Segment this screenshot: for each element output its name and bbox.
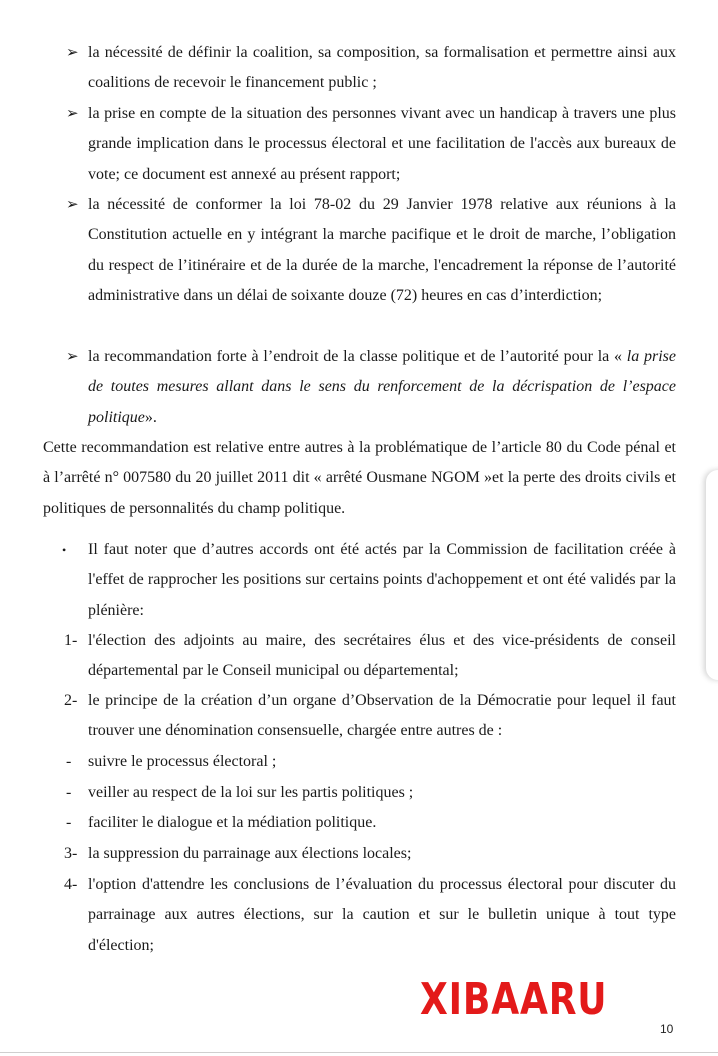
list-item: faciliter le dialogue et la médiation politique. <box>88 814 377 831</box>
list-item: la nécessité de conformer la loi 78-02 du 29 Janvier 1978 relative aux réunions à la Constitution actuelle en y intégrant la marche pacifique et le droit de marche, l’obligation du respect de l’itinéraire et de la durée de la marche, l'encadrement la réponse de l’autorité administrative dans un délai de soixante douze (72) heures en cas d’interdiction; <box>88 196 676 304</box>
brand-watermark: XIBAARU <box>420 974 608 1025</box>
item-text: la recommandation forte à l’endroit de la classe politique et de l’autorité pour la <box>88 348 610 365</box>
arrow-bullet-icon: ➢ <box>66 197 79 213</box>
arrow-bullet-icon: ➢ <box>66 349 79 365</box>
list-item: suivre le processus électoral ; <box>88 753 277 770</box>
list-number: 4- <box>64 876 78 893</box>
side-panel-edge[interactable] <box>706 470 718 680</box>
page-divider <box>0 1052 718 1053</box>
list-item: la suppression du parrainage aux élections locales; <box>88 845 412 862</box>
arrow-bullet-icon: ➢ <box>66 45 79 61</box>
list-item: l'option d'attendre les conclusions de l’évaluation du processus électoral pour discuter du parrainage aux autres élections, sur la caution et sur le bulletin unique à tout type d'élection; <box>88 876 676 954</box>
body-paragraph: Cette recommandation est relative entre autres à la problématique de l’article 80 du Code pénal et à l’arrêté n° 007580 du 20 juillet 2011 dit « arrêté Ousmane NGOM »et la perte des droits civils et politiques de personnalités du champ politique. <box>43 439 676 517</box>
dot-bullet-icon: • <box>62 543 67 557</box>
quoted-recommendation: la prise de toutes mesures allant dans le sens du renforcement de la décrispation de l’espace politique <box>88 348 677 426</box>
dash-bullet-icon: - <box>66 784 72 801</box>
list-item: Il faut noter que d’autres accords ont été actés par la Commission de facilitation créée à l'effet de rapprocher les positions sur certains points d'achoppement et ont été validés par la plénière: <box>88 541 676 619</box>
list-item: le principe de la création d’un organe d’Observation de la Démocratie pour lequel il faut trouver une dénomination consensuelle, chargée entre autres de : <box>88 692 676 740</box>
dash-bullet-icon: - <box>66 814 72 831</box>
list-item: la prise en compte de la situation des personnes vivant avec un handicap à travers une plus grande implication dans le processus électoral et une facilitation de l'accès aux bureaux de vote; ce document est annexé au présent rapport; <box>88 105 676 183</box>
dash-bullet-icon: - <box>66 753 72 770</box>
list-item: l'élection des adjoints au maire, des secrétaires élus et des vice-présidents de conseil départemental par le Conseil municipal ou départemental; <box>88 632 676 680</box>
list-number: 2- <box>64 692 78 709</box>
arrow-bullet-icon: ➢ <box>66 106 79 122</box>
page-number: 10 <box>660 1022 674 1036</box>
quote-close: ». <box>144 408 157 426</box>
list-item <box>88 342 676 433</box>
quote-open: « <box>614 348 627 365</box>
list-item: la nécessité de définir la coalition, sa composition, sa formalisation et permettre ainsi aux coalitions de recevoir le financement public ; <box>88 44 676 92</box>
list-number: 3- <box>64 845 78 862</box>
list-number: 1- <box>64 632 78 649</box>
list-item: veiller au respect de la loi sur les partis politiques ; <box>88 784 414 801</box>
